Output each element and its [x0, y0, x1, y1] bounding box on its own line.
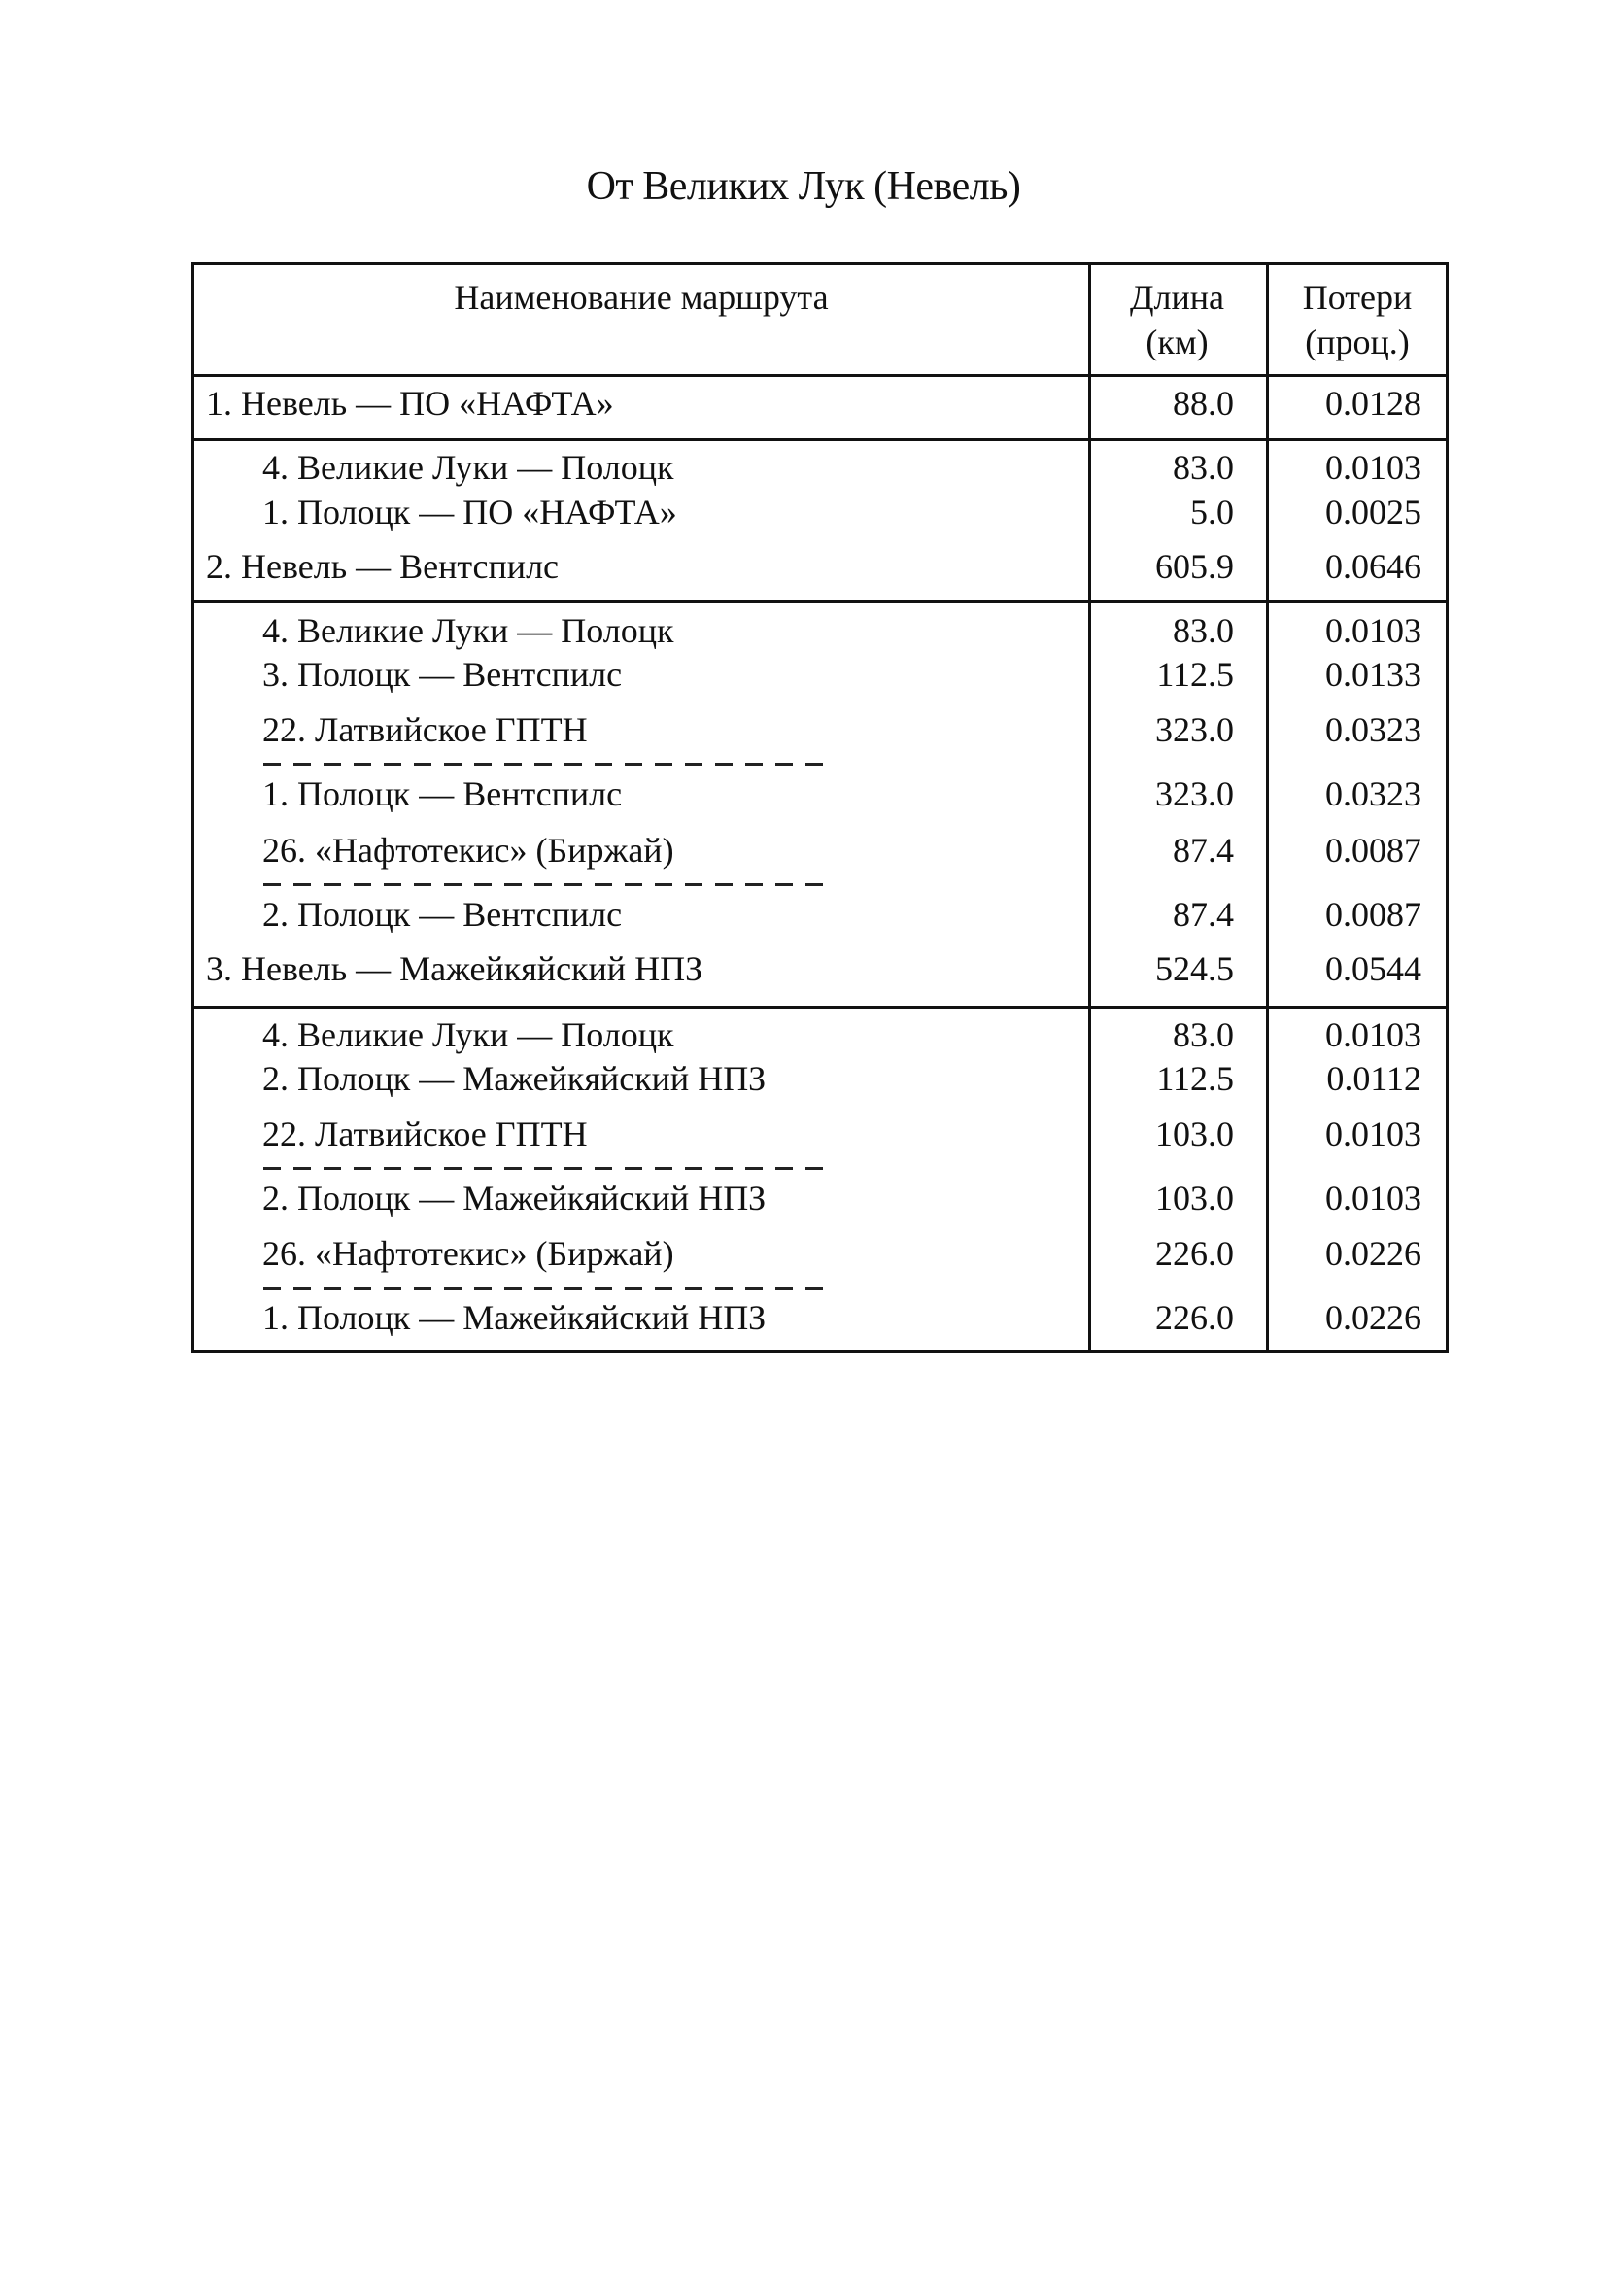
- route-loss: 0.0323: [1325, 774, 1421, 813]
- route-loss: 0.0025: [1325, 493, 1421, 531]
- route-length: 323.0: [1155, 774, 1234, 813]
- route-length: 83.0: [1173, 611, 1234, 650]
- route-name: 1. Полоцк — Вентспилс: [262, 774, 623, 813]
- row-divider: [194, 600, 1446, 603]
- header-divider: [194, 374, 1446, 377]
- route-loss: 0.0087: [1325, 895, 1421, 934]
- route-name: 1. Полоцк — ПО «НАФТА»: [262, 493, 677, 531]
- header-length-line2: (км): [1145, 323, 1209, 361]
- row-divider: [194, 438, 1446, 441]
- dashed-separator: [263, 1287, 827, 1290]
- header-length-line1: Длина: [1129, 278, 1225, 317]
- route-length: 226.0: [1155, 1298, 1234, 1337]
- route-length: 112.5: [1156, 1059, 1234, 1098]
- dashed-separator: [263, 1167, 827, 1170]
- page-title: От Великих Лук (Невель): [586, 164, 1021, 209]
- route-name: 1. Полоцк — Мажейкяйский НПЗ: [262, 1298, 767, 1337]
- dashed-separator: [263, 763, 827, 766]
- route-loss: 0.0103: [1325, 1015, 1421, 1054]
- route-length: 323.0: [1155, 710, 1234, 749]
- route-length: 83.0: [1173, 448, 1234, 487]
- route-name: 2. Полоцк — Мажейкяйский НПЗ: [262, 1179, 767, 1217]
- route-loss: 0.0226: [1325, 1234, 1421, 1273]
- route-loss: 0.0544: [1325, 949, 1421, 988]
- route-loss: 0.0103: [1325, 448, 1421, 487]
- route-loss: 0.0133: [1325, 655, 1421, 694]
- route-length: 524.5: [1155, 949, 1234, 988]
- route-name: 26. «Нафтотекис» (Биржай): [262, 831, 674, 870]
- route-length: 605.9: [1155, 547, 1234, 586]
- header-loss: [1266, 275, 1449, 364]
- route-loss: 0.0103: [1325, 1179, 1421, 1217]
- route-length: 87.4: [1173, 895, 1234, 934]
- route-name: 2. Полоцк — Мажейкяйский НПЗ: [262, 1059, 767, 1098]
- route-name: 22. Латвийское ГПТН: [262, 1114, 588, 1153]
- route-loss: 0.0103: [1325, 611, 1421, 650]
- route-length: 88.0: [1173, 384, 1234, 423]
- route-loss: 0.0323: [1325, 710, 1421, 749]
- route-length: 103.0: [1155, 1114, 1234, 1153]
- route-length: 112.5: [1156, 655, 1234, 694]
- route-loss: 0.0087: [1325, 831, 1421, 870]
- route-name: 4. Великие Луки — Полоцк: [262, 448, 674, 487]
- header-loss-line1: Потери: [1302, 278, 1413, 317]
- route-name: 4. Великие Луки — Полоцк: [262, 611, 674, 650]
- route-length: 5.0: [1190, 493, 1234, 531]
- route-length: 103.0: [1155, 1179, 1234, 1217]
- route-loss: 0.0646: [1325, 547, 1421, 586]
- route-loss: 0.0103: [1325, 1114, 1421, 1153]
- route-name: 4. Великие Луки — Полоцк: [262, 1015, 674, 1054]
- routes-table: [191, 262, 1449, 1353]
- route-name: 3. Невель — Мажейкяйский НПЗ: [206, 949, 703, 988]
- route-loss: 0.0128: [1325, 384, 1421, 423]
- route-name: 22. Латвийское ГПТН: [262, 710, 588, 749]
- route-length: 87.4: [1173, 831, 1234, 870]
- route-name: 26. «Нафтотекис» (Биржай): [262, 1234, 674, 1273]
- route-length: 83.0: [1173, 1015, 1234, 1054]
- route-length: 226.0: [1155, 1234, 1234, 1273]
- row-divider: [194, 1006, 1446, 1009]
- header-loss-line2: (проц.): [1305, 323, 1410, 361]
- route-name: 1. Невель — ПО «НАФТА»: [206, 384, 614, 423]
- dashed-separator: [263, 883, 827, 886]
- route-name: 3. Полоцк — Вентспилс: [262, 655, 623, 694]
- header-route-name: Наименование маршрута: [454, 278, 829, 317]
- header-length: [1088, 275, 1266, 364]
- route-name: 2. Полоцк — Вентспилс: [262, 895, 623, 934]
- route-name: 2. Невель — Вентспилс: [206, 547, 560, 586]
- route-loss: 0.0112: [1326, 1059, 1421, 1098]
- route-loss: 0.0226: [1325, 1298, 1421, 1337]
